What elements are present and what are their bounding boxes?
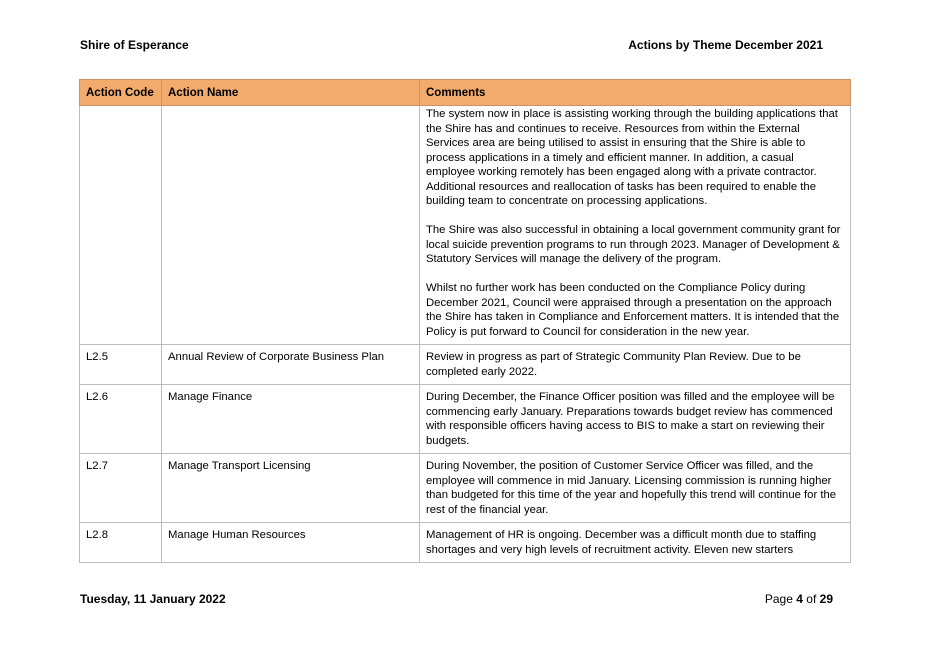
table-row-continued bbox=[80, 106, 851, 345]
comment-paragraph: The Shire was also successful in obtaining a local government community grant for local suicide prevention programs to run through 2023. Manager of Development & Statutory Services will manage the delivery of the program. bbox=[426, 224, 841, 265]
action-code-cell: L2.8 bbox=[80, 523, 162, 563]
action-name-cell: Manage Finance bbox=[162, 385, 420, 454]
current-page: 4 bbox=[796, 592, 803, 606]
comments-cell: Review in progress as part of Strategic Community Plan Review. Due to be completed early 2022. bbox=[420, 345, 851, 385]
total-pages: 29 bbox=[819, 592, 833, 606]
comments-cell bbox=[420, 106, 851, 345]
page-of-label: of bbox=[806, 592, 817, 606]
table-row bbox=[80, 454, 851, 523]
table-header-row bbox=[80, 80, 851, 106]
page-number bbox=[765, 592, 833, 606]
comments-cell: Management of HR is ongoing. December was a difficult month due to staffing shortages and very high levels of recruitment activity. Eleven new starters bbox=[420, 523, 851, 563]
action-code-cell: L2.6 bbox=[80, 385, 162, 454]
action-code-cell: L2.7 bbox=[80, 454, 162, 523]
column-header-action-name: Action Name bbox=[162, 80, 420, 106]
action-name-cell: Manage Human Resources bbox=[162, 523, 420, 563]
table-row bbox=[80, 385, 851, 454]
table-row bbox=[80, 523, 851, 563]
column-header-action-code: Action Code bbox=[80, 80, 162, 106]
column-header-comments: Comments bbox=[420, 80, 851, 106]
action-code-cell: L2.5 bbox=[80, 345, 162, 385]
actions-table bbox=[79, 79, 851, 563]
action-name-cell: Manage Transport Licensing bbox=[162, 454, 420, 523]
organisation-name: Shire of Esperance bbox=[80, 38, 189, 52]
action-name-cell bbox=[162, 106, 420, 345]
comment-paragraph: Whilst no further work has been conducted on the Compliance Policy during December 2021, Council were appraised through a presentation on the approach the Shire has taken in Compliance and Enforcement matters. It is intended that the Policy is put forward to Council for consideration in the new year. bbox=[426, 282, 840, 338]
page-label: Page bbox=[764, 592, 793, 606]
comments-cell: During December, the Finance Officer position was filled and the employee will be commencing early January. Preparations towards budget review has commenced with responsible officers having access to BIS to make a start on reviewing their budgets. bbox=[420, 385, 851, 454]
comments-cell: During November, the position of Customer Service Officer was filled, and the employee will commence in mid January. Licensing commission is running higher than budgeted for this time of the year and hopefully this trend will continue for the rest of the financial year. bbox=[420, 454, 851, 523]
report-date: Tuesday, 11 January 2022 bbox=[80, 592, 226, 606]
report-title: Actions by Theme December 2021 bbox=[628, 38, 823, 52]
comment-paragraph: The system now in place is assisting working through the building applications that the Shire has and continues to receive. Resources from within the External Services area are being utilised to assist in ensuring that the Shire is able to process applications in a timely and efficient manner. In addition, a casual employee working remotely has been engaged along with a private contractor. Additional resources and reallocation of tasks has been required to enable the building team to concentrate on processing applications. bbox=[426, 108, 838, 207]
action-name-cell: Annual Review of Corporate Business Plan bbox=[162, 345, 420, 385]
table-row bbox=[80, 345, 851, 385]
action-code-cell bbox=[80, 106, 162, 345]
